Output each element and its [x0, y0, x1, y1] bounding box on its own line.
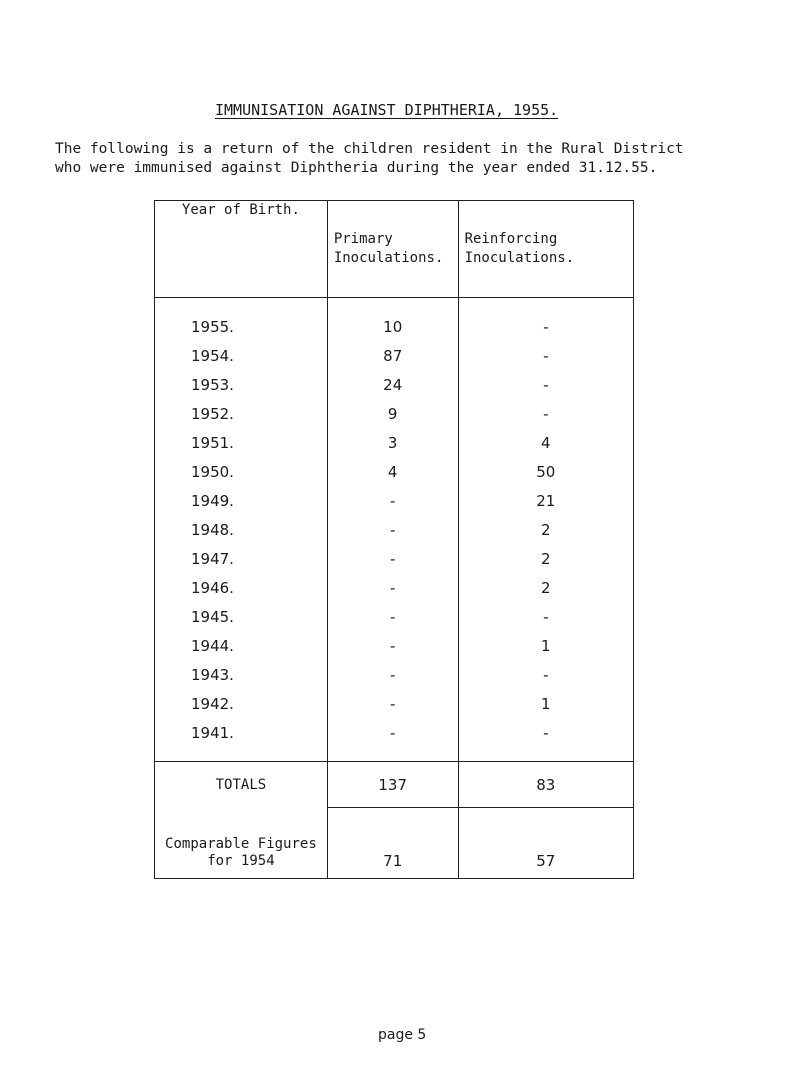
totals-row: [155, 762, 634, 808]
table-header-row: [155, 201, 634, 298]
cell-year: 1948.: [155, 515, 328, 544]
cell-primary: -: [327, 602, 458, 631]
cell-year: 1945.: [155, 602, 328, 631]
cell-reinforcing: 2: [458, 544, 633, 573]
table-row: [155, 399, 634, 428]
cell-year: 1947.: [155, 544, 328, 573]
cell-reinforcing: 1: [458, 631, 633, 660]
table-row: [155, 631, 634, 660]
cell-reinforcing: -: [458, 370, 633, 399]
cell-year: 1942.: [155, 689, 328, 718]
cell-year: 1946.: [155, 573, 328, 602]
cell-primary: 87: [327, 341, 458, 370]
cell-year: 1949.: [155, 486, 328, 515]
totals-label: TOTALS: [155, 762, 328, 808]
cell-primary: 10: [327, 298, 458, 342]
cell-primary: -: [327, 689, 458, 718]
header-primary-inoculations: Primary Inoculations.: [327, 201, 458, 298]
header-reinforcing-inoculations: Reinforcing Inoculations.: [458, 201, 633, 298]
table-row: [155, 428, 634, 457]
page-number: page 5: [378, 1027, 427, 1043]
intro-line-2: who were immunised against Diphtheria during the year ended 31.12.55.: [55, 160, 658, 176]
table-row: [155, 298, 634, 342]
cell-primary: -: [327, 660, 458, 689]
cell-reinforcing: -: [458, 341, 633, 370]
cell-reinforcing: -: [458, 660, 633, 689]
cell-primary: -: [327, 718, 458, 762]
comparable-row: [155, 808, 634, 879]
cell-primary: -: [327, 573, 458, 602]
cell-year: 1955.: [155, 298, 328, 342]
comparable-primary: 71: [327, 808, 458, 879]
cell-primary: -: [327, 631, 458, 660]
cell-year: 1950.: [155, 457, 328, 486]
table-row: [155, 602, 634, 631]
cell-year: 1954.: [155, 341, 328, 370]
table-row: [155, 341, 634, 370]
cell-primary: 9: [327, 399, 458, 428]
cell-year: 1941.: [155, 718, 328, 762]
table-row: [155, 544, 634, 573]
comparable-reinforcing: 57: [458, 808, 633, 879]
page-title: IMMUNISATION AGAINST DIPHTHERIA, 1955.: [215, 101, 559, 119]
cell-primary: 3: [327, 428, 458, 457]
header-year-of-birth: Year of Birth.: [155, 201, 328, 298]
cell-primary: 4: [327, 457, 458, 486]
table-row: [155, 718, 634, 762]
table-row: [155, 660, 634, 689]
cell-reinforcing: -: [458, 602, 633, 631]
intro-paragraph: [55, 140, 795, 178]
comparable-label: Comparable Figures for 1954: [155, 808, 328, 879]
cell-reinforcing: -: [458, 298, 633, 342]
cell-reinforcing: -: [458, 718, 633, 762]
immunisation-table: [154, 200, 634, 879]
table-row: [155, 370, 634, 399]
cell-year: 1952.: [155, 399, 328, 428]
cell-year: 1943.: [155, 660, 328, 689]
table-row: [155, 573, 634, 602]
cell-year: 1944.: [155, 631, 328, 660]
totals-primary: 137: [327, 762, 458, 808]
cell-reinforcing: 2: [458, 515, 633, 544]
cell-reinforcing: 1: [458, 689, 633, 718]
cell-primary: -: [327, 486, 458, 515]
table-row: [155, 486, 634, 515]
cell-primary: -: [327, 544, 458, 573]
table-row: [155, 457, 634, 486]
cell-year: 1953.: [155, 370, 328, 399]
table-row: [155, 515, 634, 544]
cell-reinforcing: 21: [458, 486, 633, 515]
totals-reinforcing: 83: [458, 762, 633, 808]
table-row: [155, 689, 634, 718]
cell-reinforcing: 2: [458, 573, 633, 602]
cell-reinforcing: 50: [458, 457, 633, 486]
cell-primary: -: [327, 515, 458, 544]
cell-reinforcing: 4: [458, 428, 633, 457]
intro-line-1: The following is a return of the children resident in the Rural District: [55, 141, 684, 157]
cell-year: 1951.: [155, 428, 328, 457]
cell-reinforcing: -: [458, 399, 633, 428]
cell-primary: 24: [327, 370, 458, 399]
